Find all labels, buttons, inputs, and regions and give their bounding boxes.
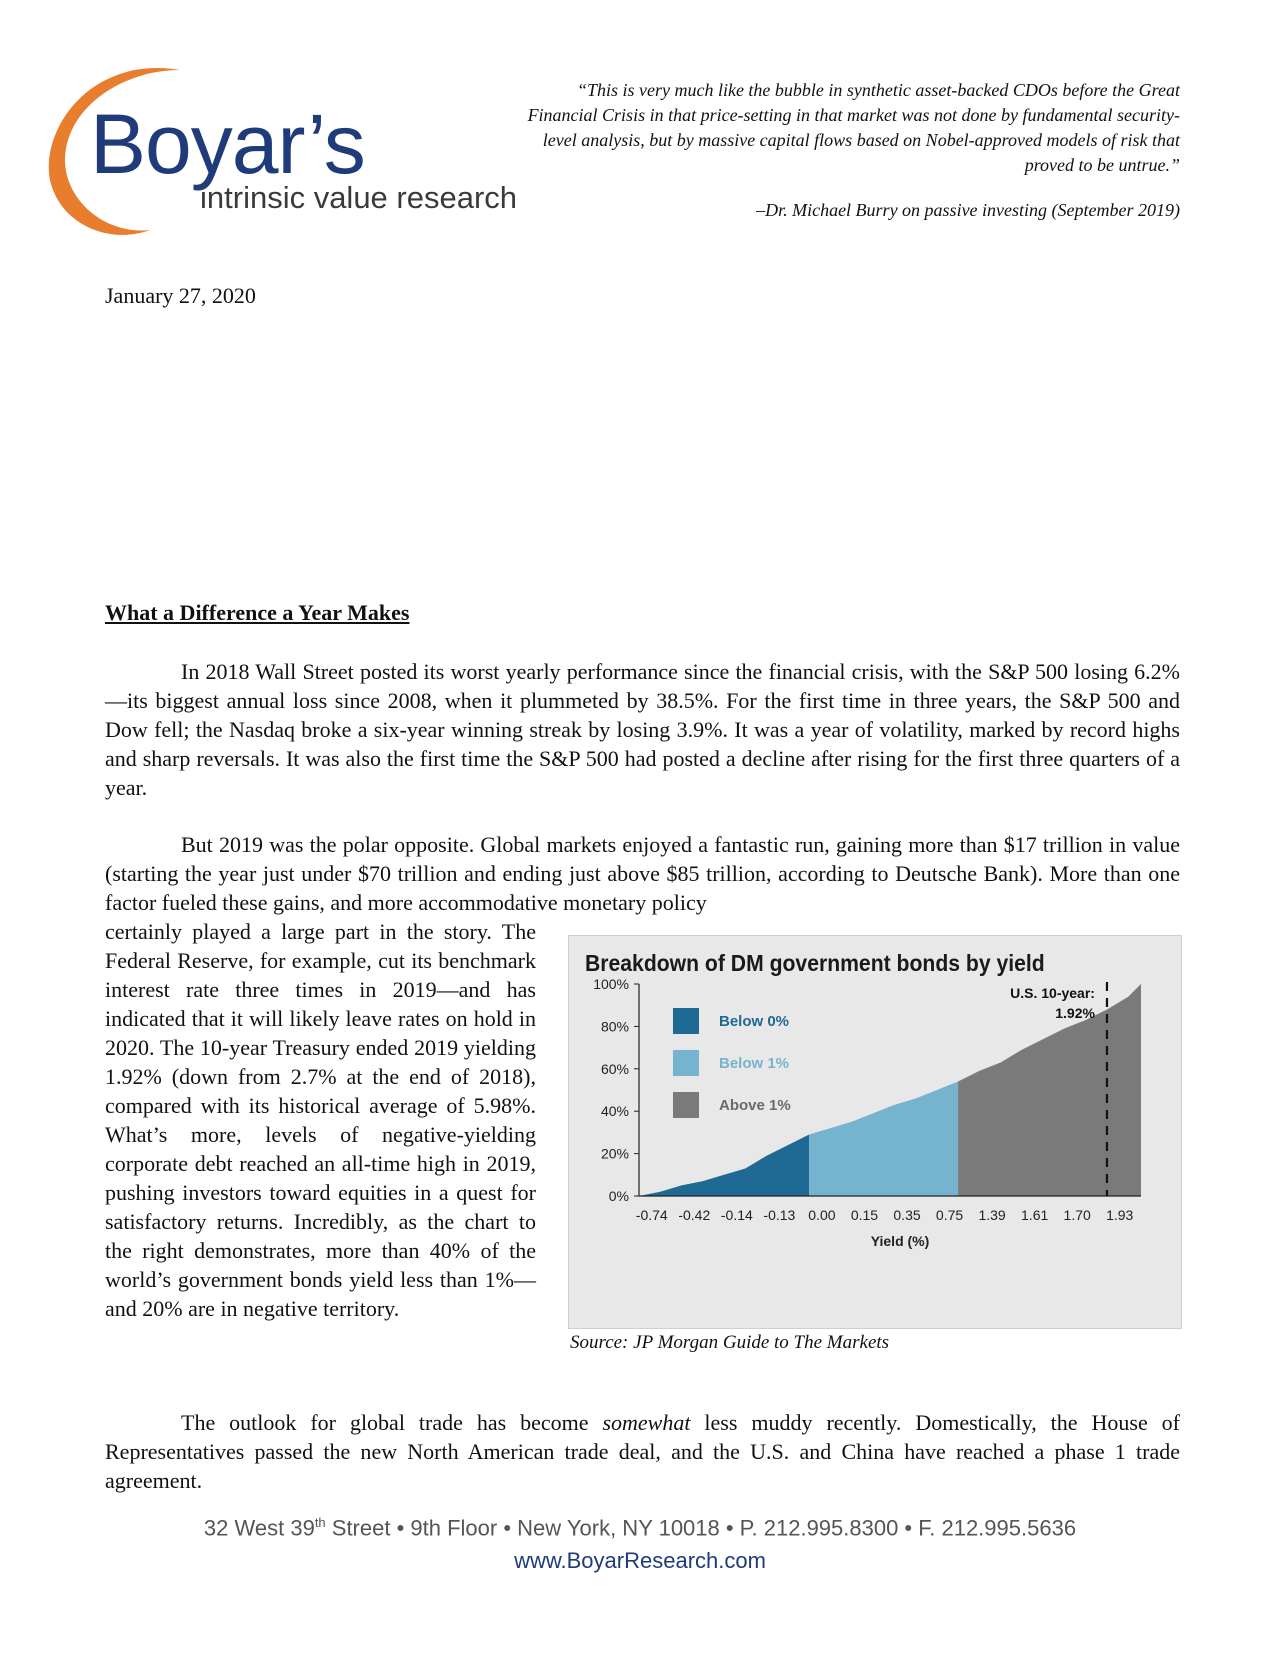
chart-canvas bbox=[569, 936, 1181, 1328]
paragraph-3 bbox=[105, 1408, 1180, 1495]
legend-swatch bbox=[673, 1092, 699, 1118]
paragraph-1: In 2018 Wall Street posted its worst yearly performance since the financial crisis, with the S&P 500 losing 6.2%—its biggest annual loss since 2008, when it plummeted by 38.5%. For the first time in three years, the S&P 500 and Dow fell; the Nasdaq broke a six-year winning streak by losing 3.9%. It was a year of volatility, marked by record highs and sharp reversals. It was also the first time the S&P 500 had posted a decline after rising for the first three quarters of a year. bbox=[105, 659, 1180, 800]
x-tick-label: -0.74 bbox=[635, 1207, 668, 1223]
x-tick-label: 0.75 bbox=[935, 1207, 964, 1223]
document-date: January 27, 2020 bbox=[105, 283, 256, 308]
legend-swatch bbox=[673, 1050, 699, 1076]
section-title: What a Difference a Year Makes bbox=[105, 600, 410, 625]
footer-address bbox=[0, 1515, 1280, 1541]
header-quote: “This is very much like the bubble in synthetic asset-backed CDOs before the Great Financial Crisis in that price-setting in that market was not done by fundamental security-level analysis, but by massive capital flows based on Nobel-approved models of risk that proved to be untrue.” bbox=[527, 80, 1180, 175]
legend-swatch bbox=[673, 1008, 699, 1034]
area-series-1 bbox=[639, 1135, 809, 1196]
y-tick-label: 100% bbox=[593, 976, 629, 992]
company-logo bbox=[30, 60, 530, 250]
y-tick-label: 60% bbox=[600, 1060, 629, 1077]
logo-name: Boyar’s bbox=[90, 97, 365, 191]
area-series-2 bbox=[809, 1082, 958, 1196]
area-series-3 bbox=[958, 984, 1141, 1196]
x-tick-label: 1.61 bbox=[1021, 1207, 1049, 1223]
legend-label: Below 1% bbox=[719, 1055, 790, 1072]
y-tick-label: 20% bbox=[600, 1145, 629, 1162]
address-sup: th bbox=[314, 1515, 326, 1530]
x-tick-label: 0.35 bbox=[893, 1207, 921, 1223]
address-rest: Street • 9th Floor • New York, NY 10018 • P. 212.995.8300 • F. 212.995.5636 bbox=[325, 1515, 1077, 1541]
quote-attribution: –Dr. Michael Burry on passive investing (September 2019) bbox=[756, 200, 1180, 220]
x-tick-label: 1.70 bbox=[1063, 1207, 1091, 1223]
paragraph-2-continued: certainly played a large part in the story. The Federal Reserve, for example, cut its benchmark interest rate three times in 2019—and has indicated that it will likely leave rates on hold in 2020. The 10-year Treasury ended 2019 yielding 1.92% (down from 2.7% at the end of 2018), compared with its historical average of 5.98%. What’s more, levels of negative-yielding corporate debt reached an all-time high in 2019, pushing investors toward equities in a quest for satisfactory returns. Incredibly, as the chart to the right demonstrates, more than 40% of the world’s government bonds yield less than 1%—and 20% are in negative territory. bbox=[105, 919, 536, 1321]
x-tick-label: 0.15 bbox=[850, 1207, 879, 1223]
footer-website-link[interactable]: www.BoyarResearch.com bbox=[514, 1548, 766, 1573]
logo-tagline: intrinsic value research bbox=[200, 180, 518, 215]
paragraph-3-text-b: less muddy recently. Domestically, the House of Representatives passed the new North American trade deal, and the U.S. and China have reached a phase 1 trade agreement. bbox=[105, 1410, 1180, 1493]
y-tick-label: 0% bbox=[608, 1188, 629, 1204]
bond-yield-chart bbox=[568, 935, 1182, 1329]
marker-label-1: U.S. 10-year: bbox=[1010, 985, 1095, 1001]
x-tick-label: -0.13 bbox=[763, 1207, 796, 1223]
x-tick-label: -0.42 bbox=[678, 1207, 711, 1223]
paragraph-3-text-a: The outlook for global trade has become bbox=[181, 1410, 603, 1435]
x-tick-label: 1.93 bbox=[1106, 1207, 1134, 1223]
y-tick-label: 80% bbox=[600, 1018, 629, 1035]
paragraph-2: But 2019 was the polar opposite. Global markets enjoyed a fantastic run, gaining more than $17 trillion in value (starting the year just under $70 trillion and ending just above $85 trillion, according to Deutsche Bank). More than one factor fueled these gains, and more accommodative monetary policy bbox=[105, 832, 1180, 915]
y-tick-label: 40% bbox=[600, 1103, 629, 1120]
paragraph-3-emphasis: somewhat bbox=[602, 1410, 691, 1435]
marker-label-2: 1.92% bbox=[1055, 1005, 1095, 1021]
x-tick-label: -0.14 bbox=[720, 1207, 753, 1223]
legend-label: Below 0% bbox=[719, 1013, 790, 1030]
chart-source: Source: JP Morgan Guide to The Markets bbox=[570, 1332, 890, 1353]
address-street: 32 West 39 bbox=[203, 1515, 315, 1541]
x-tick-label: 1.39 bbox=[978, 1207, 1006, 1223]
legend-label: Above 1% bbox=[719, 1097, 791, 1114]
chart-title: Breakdown of DM government bonds by yield bbox=[585, 950, 1045, 976]
x-axis-label: Yield (%) bbox=[870, 1233, 930, 1249]
x-tick-label: 0.00 bbox=[808, 1207, 836, 1223]
